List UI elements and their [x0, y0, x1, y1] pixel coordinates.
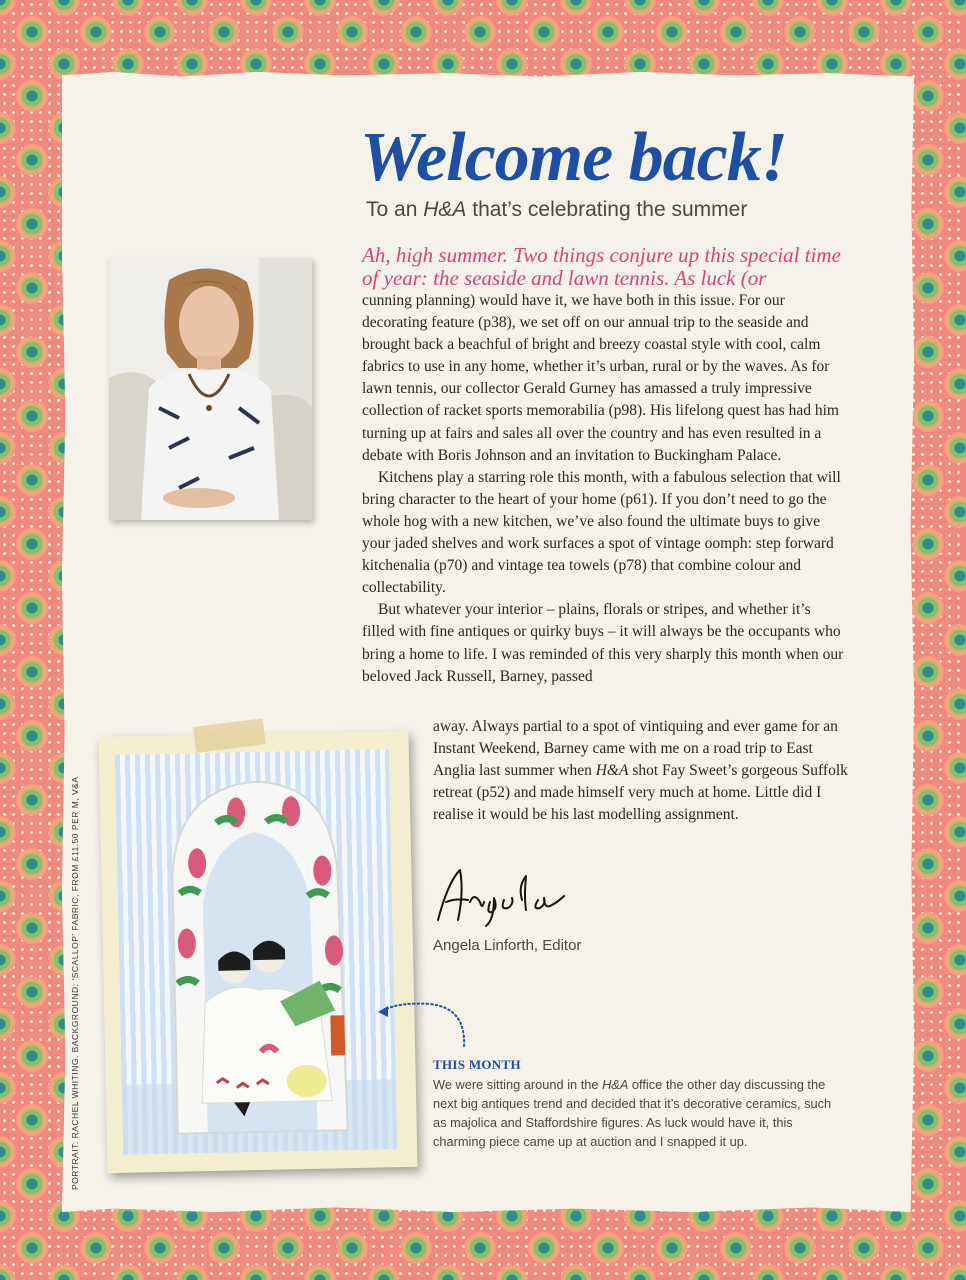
body-paragraph: cunning planning) would have it, we have both in this issue. For our decorating feature (p38), we set off on our annual trip to the seaside and brought back a beachful of bright and breezy coastal style with cool, calm fabrics to use in any home, whether it’s urban, rural or by the waves. As for lawn tennis, our collector Gerald Gurney has amassed a truly impressive collection of racket sports memorabilia (p98). His lifelong quest has had him turning up at fairs and sales all over the country and has even resulted in a debate with Boris Johnson and an invitation to Buckingham Palace.: [362, 292, 839, 464]
lead-paragraph: Ah, high summer. Two things conjure up this special time of year: the seaside and lawn tennis. As luck (or: [362, 243, 841, 290]
body-paragraph: But whatever your interior – plains, florals or stripes, and whether it’s filled with fine antiques or quirky buys – it will always be the occupants who bring a home to life. I was reminded of this very sharply this month when our beloved Jack Russell, Barney, passed: [362, 601, 844, 685]
signature-text: Angela: [434, 862, 437, 863]
this-month-text: We were sitting around in the H&A office the other day discussing the next big antiques trend and decided that it’s decorative ceramics, such as majolica and Staffordshire figures. As luck would have it, this charming piece came up at auction and I snapped it up.: [433, 1077, 832, 1149]
staffordshire-figure-photo: [98, 731, 417, 1173]
body-continuation: away. Always partial to a spot of vintiquing and ever game for an Instant Weekend, Barney came with me on a road trip to East Anglia last summer when H&A shot Fay Sweet’s gorgeous Suffolk retreat (p52) and made himself very much at home. Little did I realise it would be his last modelling assignment.: [433, 718, 848, 824]
this-month-heading: THIS MONTH: [433, 1057, 521, 1072]
editor-name: Angela Linforth, Editor: [433, 937, 582, 954]
photo-credit: PORTRAIT: RACHEL WHITING. BACKGROUND: ‘SCALLOP’ FABRIC, FROM £11.50 PER M, V&A: [70, 776, 80, 1190]
page-title: Welcome back!: [360, 119, 787, 196]
editor-portrait: [109, 258, 312, 520]
photo-image: [115, 749, 397, 1155]
editorial-body: [362, 244, 844, 688]
editor-signature: [434, 862, 574, 932]
body-paragraph: Kitchens play a starring role this month, with a fabulous selection that will bring character to the heart of your home (p61). If you don’t need to go the whole hog with a new kitchen, we’ve also found the ultimate buys to give your jaded shelves and work surfaces a spot of vintage oomph: step forward kitchenalia (p70) and vintage tea towels (p78) that combine colour and collectability.: [362, 468, 841, 597]
dotted-arrow-icon: [370, 990, 480, 1050]
page-subtitle: To an H&A that’s celebrating the summer: [366, 198, 748, 221]
